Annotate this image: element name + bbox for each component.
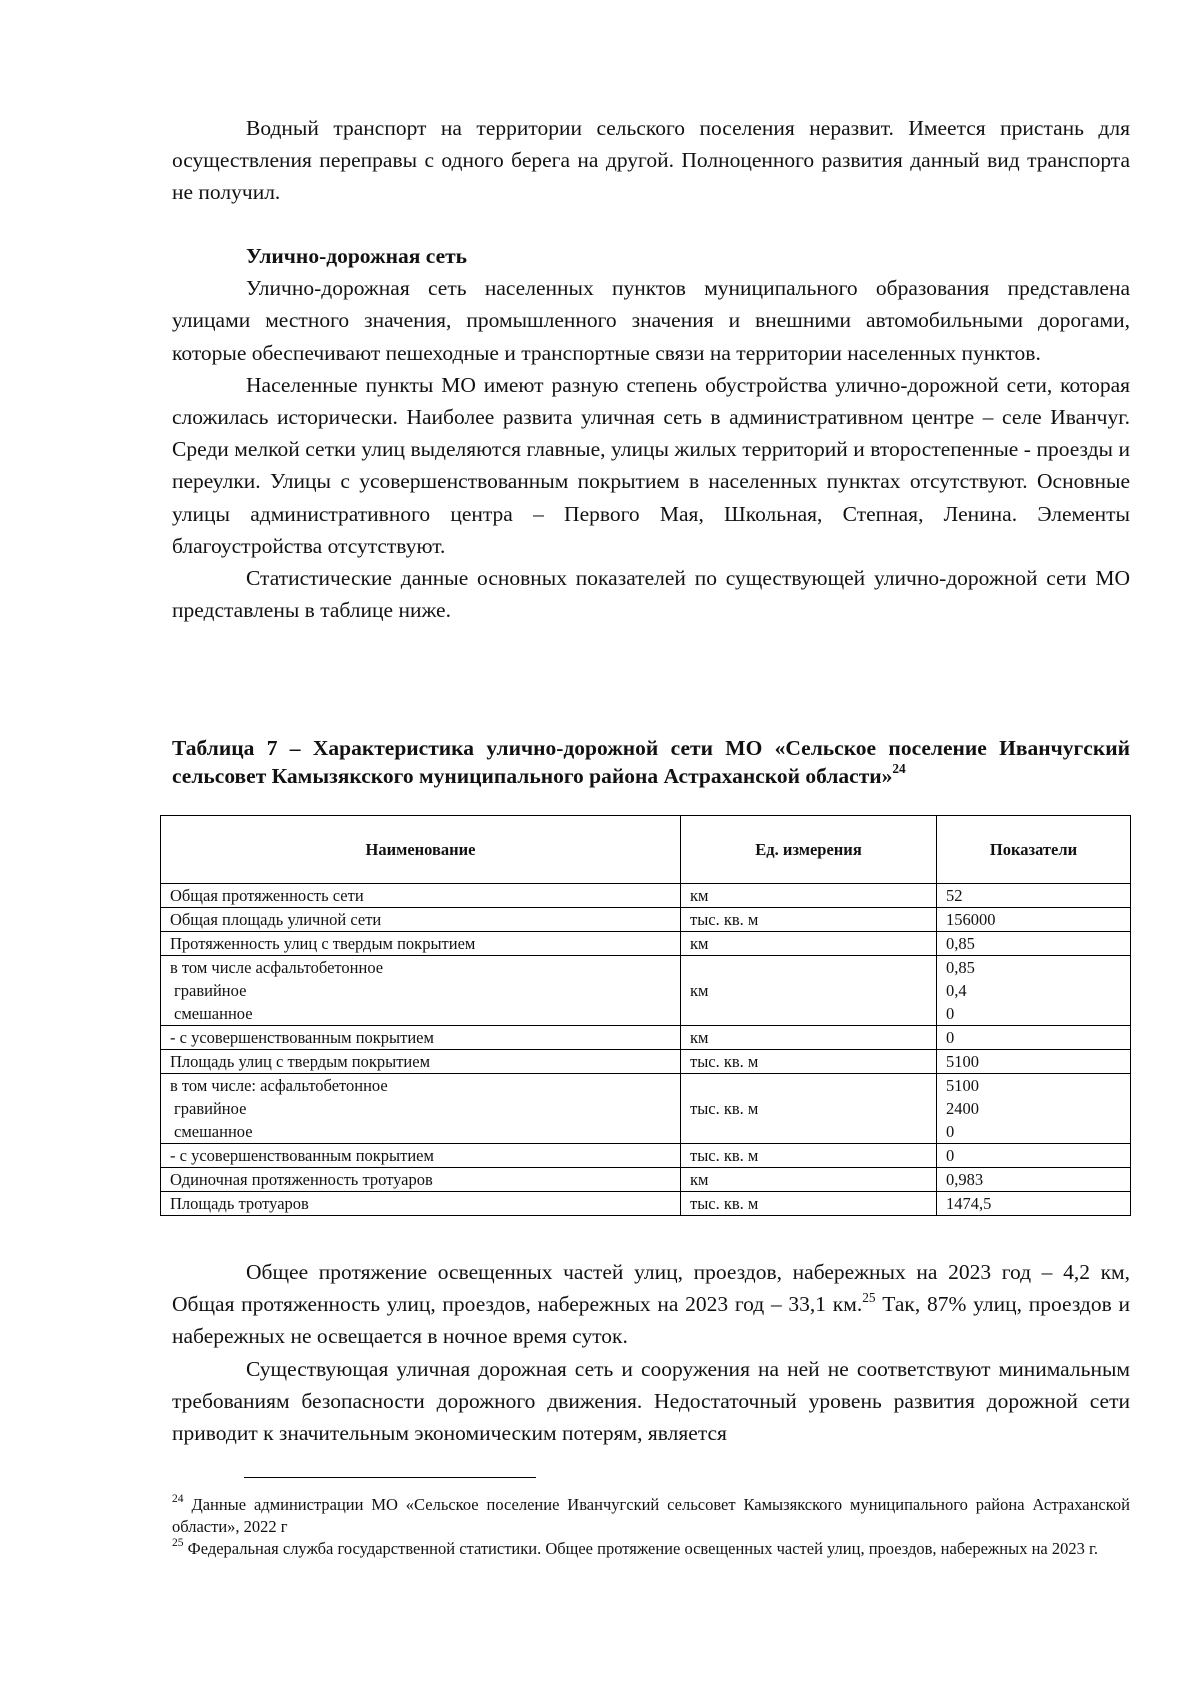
- row-unit: км: [681, 932, 937, 956]
- row-unit: тыс. кв. м: [681, 908, 937, 932]
- header-value: Показатели: [937, 816, 1131, 884]
- row-name: Одиночная протяженность тротуаров: [161, 1168, 681, 1192]
- row-unit: тыс. кв. м: [681, 1192, 937, 1216]
- row-name: Общая протяженность сети: [161, 884, 681, 908]
- row-name: - с усовершенствованным покрытием: [161, 1026, 681, 1050]
- footnote: [172, 1494, 1130, 1538]
- row-value: 156000: [937, 908, 1131, 932]
- row-name: Площадь улиц с твердым покрытием: [161, 1050, 681, 1074]
- lighting-footnote-ref: 25: [862, 1289, 876, 1305]
- table-header-row: [161, 816, 1131, 884]
- row-subname: смешанное: [174, 1004, 253, 1023]
- row-subname: гравийное: [174, 981, 247, 1000]
- footnote-text: Федеральная служба государственной статистики. Общее протяжение освещенных частей улиц, проездов, набережных на 2023 г.: [183, 1539, 1099, 1558]
- road-network-table: [160, 815, 1131, 1216]
- row-value: 0,85: [946, 958, 975, 977]
- footnote-number: 24: [172, 1493, 184, 1506]
- row-unit: км: [681, 884, 937, 908]
- table-row: [161, 1192, 1131, 1216]
- row-value: 0: [937, 1026, 1131, 1050]
- row-value: 5100: [946, 1076, 979, 1095]
- section-heading: Улично-дорожная сеть: [246, 244, 468, 268]
- row-value: 52: [937, 884, 1131, 908]
- row-name-group: [161, 1074, 681, 1144]
- roads-section: [172, 240, 1130, 626]
- row-name-group: [161, 956, 681, 1026]
- lighting-text: Общее протяжение освещенных частей улиц, проездов, набережных на 2023 год – 4,2 км, Общая протяженность улиц, проездов, набережных на 2023 год – 33,1 км.: [172, 1260, 1130, 1317]
- table-caption-text: Таблица 7 – Характеристика улично-дорожной сети МО «Сельское поселение Иванчугский сельсовет Камызякского муниципального района Астраханской области»: [172, 736, 1130, 788]
- roads-paragraph-3: Статистические данные основных показателей по существующей улично-дорожной сети МО представлены в таблице ниже.: [172, 566, 1130, 623]
- row-unit: км: [681, 1026, 937, 1050]
- table-row: [161, 1144, 1131, 1168]
- table-caption-footnote-ref: 24: [892, 761, 906, 777]
- roads-paragraph-1: Улично-дорожная сеть населенных пунктов муниципального образования представлена улицами местного значения, промышленного значения и внешними автомобильными дорогами, которые обеспечивают пешеходные и транспортные связи на территории населенных пунктов.: [172, 276, 1130, 365]
- water-transport-paragraph: Водный транспорт на территории сельского поселения неразвит. Имеется пристань для осуществления переправы с одного берега на другой. Полноценного развития данный вид транспорта не получил.: [172, 116, 1130, 205]
- table-row: [161, 956, 1131, 1026]
- row-value: 0: [946, 1122, 955, 1141]
- row-value: 0,4: [946, 981, 967, 1000]
- row-name: - с усовершенствованным покрытием: [161, 1144, 681, 1168]
- row-unit: км: [681, 956, 937, 1026]
- row-subname: смешанное: [174, 1122, 253, 1141]
- table-row: [161, 1168, 1131, 1192]
- row-value: 0: [937, 1144, 1131, 1168]
- water-transport-section: [172, 112, 1130, 209]
- header-name: Наименование: [161, 816, 681, 884]
- table-row: [161, 1026, 1131, 1050]
- row-value-group: [937, 1074, 1131, 1144]
- row-value-group: [937, 956, 1131, 1026]
- row-unit: тыс. кв. м: [681, 1050, 937, 1074]
- table-row: [161, 908, 1131, 932]
- footnote-text: Данные администрации МО «Сельское поселение Иванчугский сельсовет Камызякского муниципального района Астраханской области», 2022 г: [172, 1495, 1130, 1536]
- row-value: 2400: [946, 1099, 979, 1118]
- header-unit: Ед. измерения: [681, 816, 937, 884]
- footnote-separator: [244, 1477, 536, 1478]
- footnote-number: 25: [172, 1537, 184, 1550]
- row-unit: тыс. кв. м: [681, 1144, 937, 1168]
- row-unit: тыс. кв. м: [681, 1074, 937, 1144]
- roads-paragraph-2: Населенные пункты МО имеют разную степень обустройства улично-дорожной сети, которая сложилась исторически. Наиболее развита уличная сеть в административном центре – селе Иванчуг. Среди мелкой сетки улиц выделяются главные, улицы жилых территорий и второстепенные - проезды и переулки. Улицы с усовершенствованным покрытием в населенных пунктах отсутствуют. Основные улицы административного центра – Первого Мая, Школьная, Степная, Ленина. Элементы благоустройства отсутствуют.: [172, 372, 1130, 558]
- safety-paragraph: Существующая уличная дорожная сеть и сооружения на ней не соответствуют минимальным требованиям безопасности дорожного движения. Недостаточный уровень развития дорожной сети приводит к значительным экономическим потерям, является: [172, 1356, 1130, 1446]
- row-value: 1474,5: [937, 1192, 1131, 1216]
- row-name: Площадь тротуаров: [161, 1192, 681, 1216]
- row-name: Протяженность улиц с твердым покрытием: [161, 932, 681, 956]
- table-caption: [172, 735, 1130, 790]
- lighting-section: [172, 1256, 1130, 1449]
- row-value: 0: [946, 1004, 955, 1023]
- row-value: 5100: [937, 1050, 1131, 1074]
- table-row: [161, 1050, 1131, 1074]
- row-name: в том числе асфальтобетонное: [170, 958, 384, 977]
- row-value: 0,85: [937, 932, 1131, 956]
- row-subname: гравийное: [174, 1099, 247, 1118]
- table-row: [161, 884, 1131, 908]
- lighting-paragraph: [172, 1256, 1130, 1353]
- footnote: [172, 1538, 1130, 1560]
- row-name: в том числе: асфальтобетонное: [170, 1076, 388, 1095]
- row-value: 0,983: [937, 1168, 1131, 1192]
- row-name: Общая площадь уличной сети: [161, 908, 681, 932]
- table-row: [161, 1074, 1131, 1144]
- row-unit: км: [681, 1168, 937, 1192]
- table-row: [161, 932, 1131, 956]
- lighting-text-continued: Так, 87% улиц, проездов и набережных не освещается в ночное время суток.: [172, 1292, 1130, 1349]
